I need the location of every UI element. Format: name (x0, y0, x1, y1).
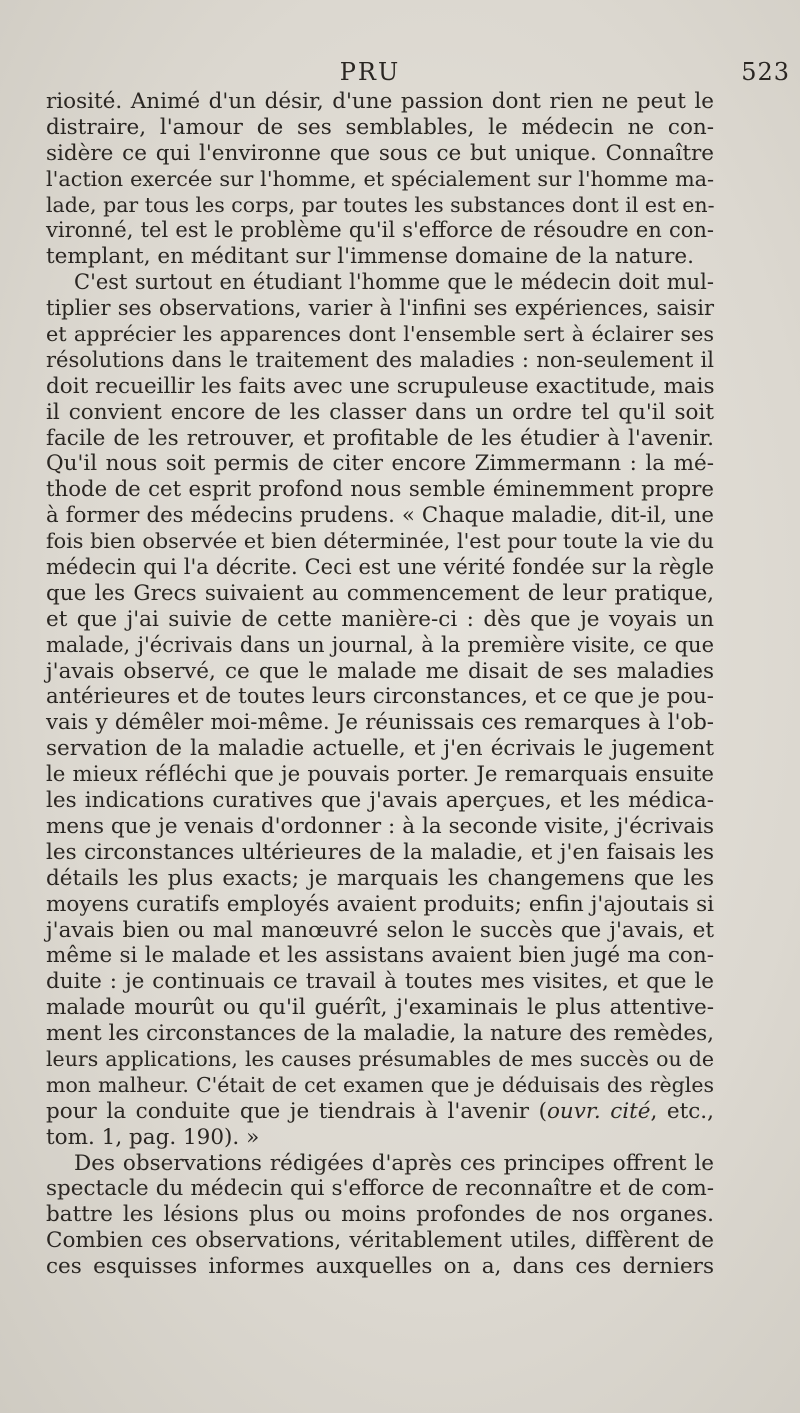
text-line: j'avais observé, ce que le malade me disait de ses maladies (46, 658, 714, 684)
page-header (0, 58, 800, 90)
text-line: à former des médecins prudens. « Chaque maladie, dit-il, une (46, 503, 714, 529)
text-line: tom. 1, pag. 190). » (46, 1124, 260, 1150)
text-line: sidère ce qui l'environne que sous ce but unique. Connaître (46, 140, 714, 166)
text-line: fois bien observée et bien déterminée, l'est pour toute la vie du (46, 529, 714, 554)
text-line: j'avais bien ou mal manœuvré selon le succès que j'avais, et (46, 917, 714, 943)
text-line: Des observations rédigées d'après ces principes offrent le (74, 1150, 714, 1176)
text-line: résolutions dans le traitement des maladies : non-seulement il (46, 347, 714, 372)
text-line: distraire, l'amour de ses semblables, le médecin ne con- (46, 114, 714, 140)
page-number: 523 (741, 58, 790, 86)
text-line: ces esquisses informes auxquelles on a, dans ces derniers (46, 1254, 714, 1280)
text-line: servation de la maladie actuelle, et j'en écrivais le jugement (46, 736, 714, 762)
text-line: médecin qui l'a décrite. Ceci est une vérité fondée sur la règle (46, 555, 714, 580)
text-line: Combien ces observations, véritablement utiles, diffèrent de (46, 1228, 714, 1254)
text-line: malade mourût ou qu'il guérît, j'examinais le plus attentive- (46, 995, 714, 1021)
text-line: C'est surtout en étudiant l'homme que le médecin doit mul- (74, 270, 714, 295)
text-line: les indications curatives que j'avais aperçues, et les médica- (46, 788, 714, 814)
text-line: même si le malade et les assistans avaient bien jugé ma con- (46, 943, 714, 969)
text-line: vironné, tel est le problème qu'il s'efforce de résoudre en con- (46, 218, 714, 243)
text-line: duite : je continuais ce travail à toutes mes visites, et que le (46, 969, 714, 995)
text-line: les circonstances ultérieures de la maladie, et j'en faisais les (46, 839, 714, 865)
text-line: templant, en méditant sur l'immense domaine de la nature. (46, 244, 694, 270)
text-line: il convient encore de les classer dans un ordre tel qu'il soit (46, 399, 714, 425)
text-line: pour la conduite que je tiendrais à l'avenir (ouvr. cité, etc., (46, 1098, 714, 1124)
text-line: Qu'il nous soit permis de citer encore Zimmermann : la mé- (46, 451, 714, 477)
text-line: et apprécier les apparences dont l'ensemble sert à éclairer ses (46, 322, 714, 347)
body-text (46, 89, 714, 1280)
text-line: battre les lésions plus ou moins profondes de nos organes. (46, 1202, 714, 1228)
text-line: lade, par tous les corps, par toutes les substances dont il est en- (46, 192, 715, 217)
text-line: thode de cet esprit profond nous semble éminemment propre (46, 477, 714, 503)
text-line: tiplier ses observations, varier à l'infini ses expériences, saisir (46, 296, 714, 321)
text-line: vais y démêler moi-même. Je réunissais ces remarques à l'ob- (46, 710, 714, 736)
text-line: l'action exercée sur l'homme, et spécialement sur l'homme ma- (46, 166, 714, 191)
text-line: mon malheur. C'était de cet examen que je déduisais des règles (46, 1072, 714, 1097)
text-line: spectacle du médecin qui s'efforce de reconnaître et de com- (46, 1176, 714, 1202)
text-line: mens que je venais d'ordonner : à la seconde visite, j'écrivais (46, 813, 714, 839)
text-line: que les Grecs suivaient au commencement de leur pratique, (46, 580, 714, 606)
text-line: détails les plus exacts; je marquais les changemens que les (46, 865, 714, 891)
text-line: facile de les retrouver, et profitable de les étudier à l'avenir. (46, 425, 714, 451)
text-line: moyens curatifs employés avaient produits; enfin j'ajoutais si (46, 891, 714, 917)
text-line: antérieures et de toutes leurs circonstances, et ce que je pou- (46, 684, 714, 710)
text-line: ment les circonstances de la maladie, la nature des remèdes, (46, 1021, 714, 1047)
running-head: PRU (339, 58, 401, 86)
text-line: le mieux réfléchi que je pouvais porter. Je remarquais ensuite (46, 762, 714, 788)
text-line: malade, j'écrivais dans un journal, à la première visite, ce que (46, 632, 714, 657)
text-line: riosité. Animé d'un désir, d'une passion dont rien ne peut le (46, 89, 714, 114)
text-line: leurs applications, les causes présumables de mes succès ou de (46, 1046, 714, 1071)
text-line: et que j'ai suivie de cette manière-ci : dès que je voyais un (46, 606, 714, 632)
text-line: doit recueillir les faits avec une scrupuleuse exactitude, mais (46, 373, 715, 399)
